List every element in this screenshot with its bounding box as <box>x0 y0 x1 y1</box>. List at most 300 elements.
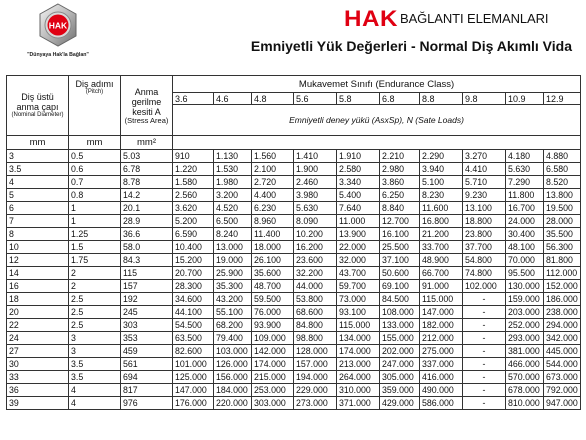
table-cell: 142.000 <box>252 345 294 358</box>
table-cell: 8.520 <box>544 176 581 189</box>
logo-text: HAK <box>48 20 68 31</box>
table-cell: 310.000 <box>337 384 380 397</box>
table-cell: 35.500 <box>544 228 581 241</box>
table-cell: 43.700 <box>337 267 380 280</box>
table-cell: 44.100 <box>173 306 214 319</box>
table-cell: - <box>463 293 506 306</box>
table-cell: 68.600 <box>294 306 337 319</box>
table-cell: 192 <box>121 293 173 306</box>
table-cell: 39 <box>7 397 69 410</box>
table-cell: 381.000 <box>506 345 544 358</box>
table-row <box>7 254 581 267</box>
table-cell: 16.100 <box>380 228 420 241</box>
table-cell: 48.900 <box>420 254 463 267</box>
strength-class-8-8: 8.8 <box>420 93 463 105</box>
table-cell: 28.9 <box>121 215 173 228</box>
table-cell: 6.590 <box>173 228 214 241</box>
table-cell: 102.000 <box>463 280 506 293</box>
table-cell: 174.000 <box>252 358 294 371</box>
strength-class-10-9: 10.9 <box>506 93 544 105</box>
table-cell: 2.720 <box>252 176 294 189</box>
table-cell: 147.000 <box>173 384 214 397</box>
table-cell: 11.600 <box>420 202 463 215</box>
table-cell: 5.710 <box>463 176 506 189</box>
table-cell: 115.000 <box>420 293 463 306</box>
table-cell: - <box>463 345 506 358</box>
table-cell: 303.000 <box>252 397 294 410</box>
table-cell: 305.000 <box>380 371 420 384</box>
table-cell: 27 <box>7 345 69 358</box>
table-cell: 194.000 <box>294 371 337 384</box>
table-cell: 6.500 <box>214 215 252 228</box>
table-cell: 229.000 <box>294 384 337 397</box>
table-cell: 13.900 <box>337 228 380 241</box>
table-cell: 3 <box>7 150 69 163</box>
table-cell: 2.460 <box>294 176 337 189</box>
table-cell: 4.180 <box>506 150 544 163</box>
table-cell: 371.000 <box>337 397 380 410</box>
table-cell: 10.400 <box>173 241 214 254</box>
table-cell: 58.0 <box>121 241 173 254</box>
table-cell: 6.78 <box>121 163 173 176</box>
table-cell: 1.980 <box>214 176 252 189</box>
table-cell: 10 <box>7 241 69 254</box>
table-cell: 247.000 <box>380 358 420 371</box>
table-cell: 33.700 <box>420 241 463 254</box>
table-row <box>7 345 581 358</box>
col-header-pitch <box>69 76 121 136</box>
table-cell: 3.980 <box>294 189 337 202</box>
table-cell: - <box>463 397 506 410</box>
table-row <box>7 176 581 189</box>
table-cell: 115 <box>121 267 173 280</box>
table-cell: 13.000 <box>214 241 252 254</box>
table-cell: 6.250 <box>380 189 420 202</box>
table-cell: 1.910 <box>337 150 380 163</box>
table-cell: 33 <box>7 371 69 384</box>
table-cell: 1.220 <box>173 163 214 176</box>
table-cell: 8 <box>7 228 69 241</box>
table-row <box>7 293 581 306</box>
table-cell: 4.880 <box>544 150 581 163</box>
table-cell: 84.500 <box>380 293 420 306</box>
table-cell: 544.000 <box>544 358 581 371</box>
table-cell: 18.800 <box>463 215 506 228</box>
table-cell: 32.000 <box>337 254 380 267</box>
table-cell: 1 <box>69 202 121 215</box>
table-cell: 694 <box>121 371 173 384</box>
table-cell: 63.500 <box>173 332 214 345</box>
brand-name: BAĞLANTI ELEMANLARI <box>400 11 549 26</box>
table-cell: 2.580 <box>337 163 380 176</box>
table-cell: 8.090 <box>294 215 337 228</box>
table-cell: 8.78 <box>121 176 173 189</box>
table-cell: 2.290 <box>420 150 463 163</box>
table-cell: 6.580 <box>544 163 581 176</box>
table-cell: 810.000 <box>506 397 544 410</box>
table-cell: 293.000 <box>506 332 544 345</box>
table-cell: 16.800 <box>420 215 463 228</box>
table-cell: 30 <box>7 358 69 371</box>
table-cell: 133.000 <box>380 319 420 332</box>
table-cell: 6 <box>7 202 69 215</box>
strength-class-4-6: 4.6 <box>214 93 252 105</box>
table-cell: 11.400 <box>252 228 294 241</box>
table-cell: 445.000 <box>544 345 581 358</box>
table-cell: 9.230 <box>463 189 506 202</box>
table-cell: 157 <box>121 280 173 293</box>
table-cell: 3.5 <box>69 358 121 371</box>
table-cell: 4 <box>69 397 121 410</box>
table-cell: 673.000 <box>544 371 581 384</box>
table-cell: 156.000 <box>214 371 252 384</box>
table-cell: 56.300 <box>544 241 581 254</box>
table-cell: 1.75 <box>69 254 121 267</box>
table-cell: 252.000 <box>506 319 544 332</box>
table-cell: - <box>463 332 506 345</box>
table-cell: 337.000 <box>420 358 463 371</box>
table-cell: 1.530 <box>214 163 252 176</box>
table-cell: 1.5 <box>69 241 121 254</box>
table-cell: 10.200 <box>294 228 337 241</box>
table-cell: 11.800 <box>506 189 544 202</box>
table-cell: 1.900 <box>294 163 337 176</box>
table-row <box>7 150 581 163</box>
table-cell: 130.000 <box>506 280 544 293</box>
table-cell: 79.400 <box>214 332 252 345</box>
table-cell: 159.000 <box>506 293 544 306</box>
table-cell: 910 <box>173 150 214 163</box>
table-cell: 1.130 <box>214 150 252 163</box>
strength-class-6-8: 6.8 <box>380 93 420 105</box>
table-cell: 203.000 <box>506 306 544 319</box>
table-cell: 490.000 <box>420 384 463 397</box>
strength-class-4-8: 4.8 <box>252 93 294 105</box>
table-cell: 678.000 <box>506 384 544 397</box>
table-cell: 18 <box>7 293 69 306</box>
table-cell: 15.200 <box>173 254 214 267</box>
table-cell: 7.290 <box>506 176 544 189</box>
table-cell: 3.5 <box>69 371 121 384</box>
table-cell: 976 <box>121 397 173 410</box>
table-cell: 84.3 <box>121 254 173 267</box>
table-cell: 3 <box>69 332 121 345</box>
table-cell: 416.000 <box>420 371 463 384</box>
table-cell: 20 <box>7 306 69 319</box>
table-cell: 176.000 <box>173 397 214 410</box>
table-cell: 53.800 <box>294 293 337 306</box>
table-cell: 109.000 <box>252 332 294 345</box>
table-cell: 14.2 <box>121 189 173 202</box>
table-cell: - <box>463 384 506 397</box>
table-cell: 4 <box>69 384 121 397</box>
table-cell: 817 <box>121 384 173 397</box>
table-cell: 5.630 <box>294 202 337 215</box>
table-cell: 16.200 <box>294 241 337 254</box>
table-cell: 91.000 <box>420 280 463 293</box>
table-cell: 7.640 <box>337 202 380 215</box>
table-cell: 50.600 <box>380 267 420 280</box>
table-cell: 20.700 <box>173 267 214 280</box>
table-cell: 947.000 <box>544 397 581 410</box>
table-cell: 28.300 <box>173 280 214 293</box>
table-row <box>7 306 581 319</box>
table-cell: 182.000 <box>420 319 463 332</box>
table-cell: 3.200 <box>214 189 252 202</box>
table-cell: 16 <box>7 280 69 293</box>
col-header-area <box>121 76 173 136</box>
table-cell: 32.200 <box>294 267 337 280</box>
unit-diameter: mm <box>7 136 69 150</box>
table-cell: 2 <box>69 267 121 280</box>
table-cell: 54.500 <box>173 319 214 332</box>
table-cell: 37.700 <box>463 241 506 254</box>
table-cell: 792.000 <box>544 384 581 397</box>
table-cell: 2.5 <box>69 306 121 319</box>
table-cell: 342.000 <box>544 332 581 345</box>
table-cell: 3.860 <box>380 176 420 189</box>
table-cell: 215.000 <box>252 371 294 384</box>
col-header-diameter <box>7 76 69 136</box>
area-line1: Anma <box>134 87 159 97</box>
table-row <box>7 371 581 384</box>
table-cell: 69.100 <box>380 280 420 293</box>
brand-hak: HAK <box>344 6 399 31</box>
table-cell: 273.000 <box>294 397 337 410</box>
table-cell: 186.000 <box>544 293 581 306</box>
table-cell: 34.600 <box>173 293 214 306</box>
table-cell: 5.200 <box>173 215 214 228</box>
table-cell: 23.800 <box>463 228 506 241</box>
table-cell: 22 <box>7 319 69 332</box>
table-cell: 245 <box>121 306 173 319</box>
table-cell: 2.100 <box>252 163 294 176</box>
table-cell: 22.000 <box>337 241 380 254</box>
table-cell: 3.5 <box>7 163 69 176</box>
table-cell: 8.240 <box>214 228 252 241</box>
table-cell: 125.000 <box>173 371 214 384</box>
table-cell: 70.000 <box>506 254 544 267</box>
table-cell: 2 <box>69 280 121 293</box>
table-cell: 30.400 <box>506 228 544 241</box>
table-cell: 35.300 <box>214 280 252 293</box>
unit-spacer <box>173 136 581 150</box>
strength-class-5-6: 5.6 <box>294 93 337 105</box>
table-cell: 8.960 <box>252 215 294 228</box>
table-cell: 93.100 <box>337 306 380 319</box>
table-cell: 0.7 <box>69 176 121 189</box>
table-row <box>7 241 581 254</box>
table-cell: 294.000 <box>544 319 581 332</box>
table-cell: 36.6 <box>121 228 173 241</box>
table-cell: 1.25 <box>69 228 121 241</box>
table-cell: 84.800 <box>294 319 337 332</box>
strength-class-3-6: 3.6 <box>173 93 214 105</box>
table-cell: 35.600 <box>252 267 294 280</box>
table-cell: 184.000 <box>214 384 252 397</box>
table-cell: 570.000 <box>506 371 544 384</box>
table-cell: 2.560 <box>173 189 214 202</box>
table-cell: 155.000 <box>380 332 420 345</box>
table-cell: 3.620 <box>173 202 214 215</box>
table-row <box>7 319 581 332</box>
table-cell: 174.000 <box>337 345 380 358</box>
table-cell: 4.520 <box>214 202 252 215</box>
table-cell: 128.000 <box>294 345 337 358</box>
table-cell: 24 <box>7 332 69 345</box>
table-cell: 59.700 <box>337 280 380 293</box>
table-cell: - <box>463 371 506 384</box>
table-cell: 95.500 <box>506 267 544 280</box>
table-cell: 12 <box>7 254 69 267</box>
table-row <box>7 215 581 228</box>
table-cell: 459 <box>121 345 173 358</box>
table-cell: 68.200 <box>214 319 252 332</box>
table-cell: - <box>463 358 506 371</box>
table-cell: 11.000 <box>337 215 380 228</box>
table-cell: 112.000 <box>544 267 581 280</box>
table-row <box>7 267 581 280</box>
table-cell: 8.840 <box>380 202 420 215</box>
table-cell: 253.000 <box>252 384 294 397</box>
table-cell: 59.500 <box>252 293 294 306</box>
table-cell: 0.5 <box>69 150 121 163</box>
table-cell: 5.100 <box>420 176 463 189</box>
safe-load-table <box>6 75 581 410</box>
table-cell: 25.900 <box>214 267 252 280</box>
table-cell: 264.000 <box>337 371 380 384</box>
logo-caption: "Dünyaya Hak'la Bağlan" <box>27 52 89 58</box>
area-sub: (Stress Area) <box>124 116 169 125</box>
table-cell: 7 <box>7 215 69 228</box>
table-cell: 3 <box>69 345 121 358</box>
table-cell: 26.100 <box>252 254 294 267</box>
table-cell: 5.400 <box>337 189 380 202</box>
table-cell: 12.700 <box>380 215 420 228</box>
table-cell: 238.000 <box>544 306 581 319</box>
table-row <box>7 332 581 345</box>
table-row <box>7 202 581 215</box>
company-logo <box>6 2 110 62</box>
table-cell: 20.1 <box>121 202 173 215</box>
table-cell: 2.980 <box>380 163 420 176</box>
table-cell: 14 <box>7 267 69 280</box>
table-cell: 1 <box>69 215 121 228</box>
table-cell: 13.800 <box>544 189 581 202</box>
table-cell: 55.100 <box>214 306 252 319</box>
table-cell: 66.700 <box>420 267 463 280</box>
table-cell: 8.230 <box>420 189 463 202</box>
table-cell: 24.000 <box>506 215 544 228</box>
table-cell: 126.000 <box>214 358 252 371</box>
table-cell: 134.000 <box>337 332 380 345</box>
diameter-line2: anma çapı <box>16 102 59 112</box>
area-line2: gerilme <box>131 97 162 107</box>
table-row <box>7 228 581 241</box>
table-cell: 275.000 <box>420 345 463 358</box>
table-cell: 3.270 <box>463 150 506 163</box>
table-cell: 21.200 <box>420 228 463 241</box>
table-cell: 18.000 <box>252 241 294 254</box>
table-cell: 43.200 <box>214 293 252 306</box>
table-cell: - <box>463 319 506 332</box>
table-cell: 157.000 <box>294 358 337 371</box>
table-cell: 93.900 <box>252 319 294 332</box>
table-cell: 152.000 <box>544 280 581 293</box>
unit-pitch: mm <box>69 136 121 150</box>
table-cell: 28.000 <box>544 215 581 228</box>
table-cell: 1.410 <box>294 150 337 163</box>
table-cell: 23.600 <box>294 254 337 267</box>
table-cell: 0.6 <box>69 163 121 176</box>
unit-area: mm² <box>121 136 173 150</box>
table-cell: 3.340 <box>337 176 380 189</box>
table-row <box>7 358 581 371</box>
table-cell: 44.000 <box>294 280 337 293</box>
pitch-sub: (Pitch) <box>85 89 104 95</box>
table-header <box>7 76 581 150</box>
diameter-line1: Diş üstü <box>21 92 54 102</box>
table-cell: 6.230 <box>252 202 294 215</box>
table-cell: 73.000 <box>337 293 380 306</box>
table-cell: 212.000 <box>420 332 463 345</box>
table-cell: 359.000 <box>380 384 420 397</box>
nut-logo-icon <box>6 2 110 62</box>
table-cell: 4 <box>7 176 69 189</box>
strength-class-12-9: 12.9 <box>544 93 581 105</box>
table-cell: 353 <box>121 332 173 345</box>
table-cell: 98.800 <box>294 332 337 345</box>
page-title: Emniyetli Yük Değerleri - Normal Diş Akımlı Vida <box>250 38 572 54</box>
table-cell: 103.000 <box>214 345 252 358</box>
table-cell: 1.580 <box>173 176 214 189</box>
table-row <box>7 163 581 176</box>
table-cell: 202.000 <box>380 345 420 358</box>
table-row <box>7 280 581 293</box>
table-cell: 81.800 <box>544 254 581 267</box>
table-cell: 0.8 <box>69 189 121 202</box>
table-cell: 19.000 <box>214 254 252 267</box>
table-row <box>7 397 581 410</box>
table-cell: 82.600 <box>173 345 214 358</box>
table-cell: 466.000 <box>506 358 544 371</box>
table-cell: 586.000 <box>420 397 463 410</box>
table-body <box>7 150 581 410</box>
table-cell: 147.000 <box>420 306 463 319</box>
table-cell: 76.000 <box>252 306 294 319</box>
table-cell: 4.400 <box>252 189 294 202</box>
table-cell: 108.000 <box>380 306 420 319</box>
table-cell: 5 <box>7 189 69 202</box>
table-cell: 16.700 <box>506 202 544 215</box>
table-cell: 19.500 <box>544 202 581 215</box>
table-row <box>7 189 581 202</box>
table-cell: 5.03 <box>121 150 173 163</box>
table-cell: 36 <box>7 384 69 397</box>
table-cell: 429.000 <box>380 397 420 410</box>
table-cell: 303 <box>121 319 173 332</box>
table-row <box>7 384 581 397</box>
table-cell: 3.940 <box>420 163 463 176</box>
pitch-line1: Diş adımı <box>75 79 114 89</box>
table-cell: 2.5 <box>69 319 121 332</box>
table-cell: 74.800 <box>463 267 506 280</box>
area-line3: kesiti A <box>132 107 161 117</box>
table-cell: 213.000 <box>337 358 380 371</box>
table-cell: - <box>463 306 506 319</box>
table-cell: 5.630 <box>506 163 544 176</box>
table-cell: 4.410 <box>463 163 506 176</box>
